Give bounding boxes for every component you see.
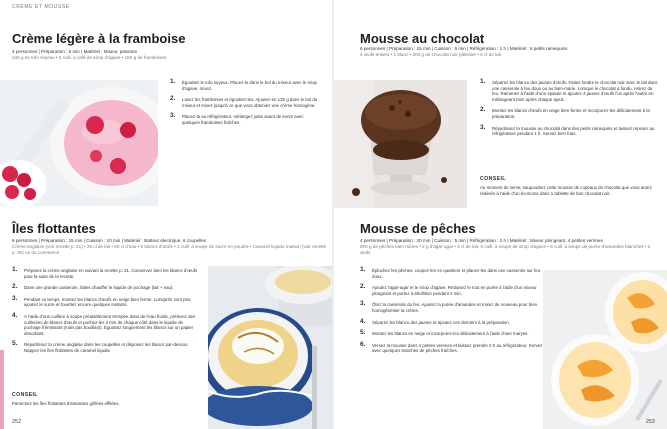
step-text: Placez-la au réfrigérateur, mélangez juste avant de servir avec quelques framboises fraîches.: [182, 114, 304, 125]
step-item: [170, 80, 322, 91]
step-text: À l'aide d'une cuillère à soupe préalablement trempée dans de l'eau froide, prélevez des cuillerées de blancs d'œufs et pochez-les 3 min de chaque côté dans le liquide de pochage frémissant (mais pas bouillant). Égouttez longuement les blancs sur un papier absorbant.: [24, 313, 196, 336]
step-item: [360, 340, 546, 354]
step-number: 1.: [480, 78, 486, 85]
raspberry-cream-photo: [0, 80, 158, 206]
page-number: 252: [12, 419, 22, 425]
recipe-title-creme-framboise: Crème légère à la framboise: [12, 31, 186, 46]
step-item: [12, 285, 198, 291]
step-text: Dans une grande casserole, faites chauffer le liquide de pochage (lait + eau).: [24, 285, 174, 291]
step-item: [360, 317, 546, 326]
step-item: [170, 97, 322, 108]
ingredients-line: 500 g de pêches bien mûres • 2 g d'agar-agar • 6 cl de lait, 5 cuill. à soupe de sirop d'agave • 5 cuill. à soupe de purée d'amandes blanches • 2 œufs: [360, 244, 651, 255]
step-item: [480, 80, 660, 102]
steps-list-recipe2: [12, 268, 198, 360]
step-number: 1.: [12, 266, 18, 273]
meta-line: 6 personnes | Préparation : 15 min | Cuisson : 10 min | Matériel : Batteur électrique, 6 coupelles: [12, 238, 207, 243]
step-number: 3.: [170, 112, 176, 120]
section-label: CRÈME ET MOUSSE: [12, 4, 70, 10]
step-text: Ajoutez l'agar-agar et le sirop d'agave. Réduisez le tout en purée à l'aide d'un mixeur plongeant et portez à ébullition pendant 2 min.: [372, 285, 537, 296]
step-item: [360, 285, 546, 296]
step-text: Préparez la crème anglaise en suivant la recette p. 21. Conservez bien les blancs d'œufs pour la suite de la recette.: [24, 268, 198, 279]
step-item: [12, 294, 198, 308]
step-number: 4.: [12, 311, 18, 319]
step-item: [170, 114, 322, 125]
step-text: Ôtez la casserole du feu. Ajoutez la purée d'amandes et mixez de nouveau pour bien homogénéiser la crème.: [372, 302, 538, 313]
step-number: 2.: [480, 106, 486, 114]
step-text: Répartissez la crème anglaise dans les coupelles et disposez les blancs par-dessus. Nappez les îles flottantes de caramel liquide.: [24, 342, 189, 353]
meta-line: 6 personnes | Préparation : 15 min | Cuisson : 5 min | Réfrigération : 1 h | Matériel : 6 petits ramequins: [360, 46, 568, 51]
ingredients-line: Crème anglaise (voir recette p. 21) • 25 cl de lait • 50 cl d'eau • 5 blancs d'œufs • 1 cuill. à soupe de sucre en poudre • Caramel liquide maison (voir recette p. 30) ou du commerce: [12, 244, 327, 255]
steps-list-recipe4: [360, 268, 546, 360]
step-item: [480, 123, 660, 137]
recipe-title-mousse-chocolat: Mousse au chocolat: [360, 31, 485, 46]
step-text: Séparez les blancs des jaunes et ajoutez ces derniers à la préparation.: [372, 319, 510, 325]
step-item: [360, 302, 546, 313]
step-number: 1.: [170, 78, 176, 85]
conseil-title: CONSEIL: [480, 176, 506, 182]
step-number: 1.: [360, 266, 366, 273]
step-item: [12, 342, 198, 353]
step-number: 2.: [170, 95, 176, 103]
right-page: [334, 0, 667, 429]
step-number: 3.: [12, 294, 18, 302]
recipe-meta: [360, 46, 660, 58]
recipe-title-mousse-peches: Mousse de pêches: [360, 221, 476, 236]
step-text: Égouttez le tofu soyeux. Placez-le dans le bol du mixeur avec le sirop d'agave, mixez.: [182, 80, 317, 91]
ingredients-line: 240 g de tofu soyeux • 3 cuill. à café de sirop d'agave • 150 g de framboises: [12, 55, 167, 60]
recipe-meta: [360, 238, 660, 256]
step-text: Répartissez la mousse au chocolat dans des petits ramequins et laissez reposer au réfrigérateur pendant 1 h. Servez bien frais.: [492, 125, 655, 137]
step-item: [12, 311, 198, 336]
meta-line: 4 personnes | Préparation : 20 min | Cuisson : 5 min | Réfrigération : 2 h | Matériel : Mixeur plongeant, 4 petites verrines: [360, 238, 603, 243]
step-text: Montez les blancs d'œufs en neige bien ferme et incorporez-les délicatement à la préparation.: [492, 108, 650, 119]
steps-list-recipe1: [170, 80, 322, 132]
step-number: 3.: [360, 300, 366, 308]
step-number: 2.: [12, 283, 18, 291]
step-number: 6.: [360, 340, 366, 348]
conseil-text: Parsemez les îles flottantes d'amandes grillées effilées.: [12, 401, 120, 406]
step-text: Séparez les blancs des jaunes d'œufs. Faites fondre le chocolat noir avec le lait dans une casserole à feu doux ou au bain-marie. Lorsque le chocolat a fondu, retirez du feu. Ramenez à l'aide d'une spatule et ajoutez 4 jaunes d'œufs l'un après l'autre en mélangeant bien après chaque ajout.: [492, 80, 658, 102]
recipe-meta: [12, 49, 322, 61]
peach-mousse-photo: [543, 270, 667, 429]
page-edge-accent: [0, 350, 4, 429]
step-number: 2.: [360, 283, 366, 291]
step-item: [360, 331, 546, 337]
step-text: Versez la mousse dans 4 petites verrines et laissez prendre 2 h au réfrigérateur. Servez avec quelques tranches de pêches fraîches.: [372, 342, 543, 354]
step-text: Lavez les framboises et égouttez-les. Ajoutez-en 125 g dans le bol du mixeur et mixez jusqu'à ce que vous obteniez une crème homogène.: [182, 97, 318, 108]
conseil-title: CONSEIL: [12, 392, 38, 398]
conseil-text: Au moment de servir, saupoudrez cette mousse de copeaux de chocolat que vous aurez réalisés à l'aide d'un économe dans 1 tablette de bon chocolat noir.: [480, 185, 652, 196]
step-number: 3.: [480, 123, 486, 131]
ingredients-line: 4 œufs entiers • 1 blanc • 200 g de chocolat noir pâtissier • 5 cl de lait: [360, 52, 501, 57]
recipe-meta: [12, 238, 327, 256]
step-number: 4.: [360, 317, 366, 325]
steps-list-recipe3: [480, 80, 660, 143]
chocolate-mousse-photo: [334, 80, 467, 208]
step-text: Épluchez les pêches, coupez-les en quartiers et placez-les dans une casserole sur feu doux.: [372, 268, 541, 279]
step-number: 5.: [12, 340, 18, 348]
meta-line: 4 personnes | Préparation : 5 min | Matériel : Mixeur, passoire: [12, 49, 138, 54]
step-text: Montez les blancs en neige et incorporez-les délicatement à l'aide d'une maryse.: [372, 331, 529, 337]
floating-islands-photo: [208, 266, 333, 429]
left-page: [0, 0, 333, 429]
step-item: [480, 108, 660, 119]
step-text: Pendant ce temps, montez les blancs d'œufs en neige bien ferme. Lorsqu'ils sont pris, ajoutez le sucre et fouettez encore quelques instants.: [24, 296, 192, 308]
recipe-title-iles-flottantes: Îles flottantes: [12, 221, 96, 236]
step-number: 5.: [360, 329, 366, 337]
step-item: [360, 268, 546, 279]
page-number: 253: [645, 419, 655, 425]
step-item: [12, 268, 198, 279]
